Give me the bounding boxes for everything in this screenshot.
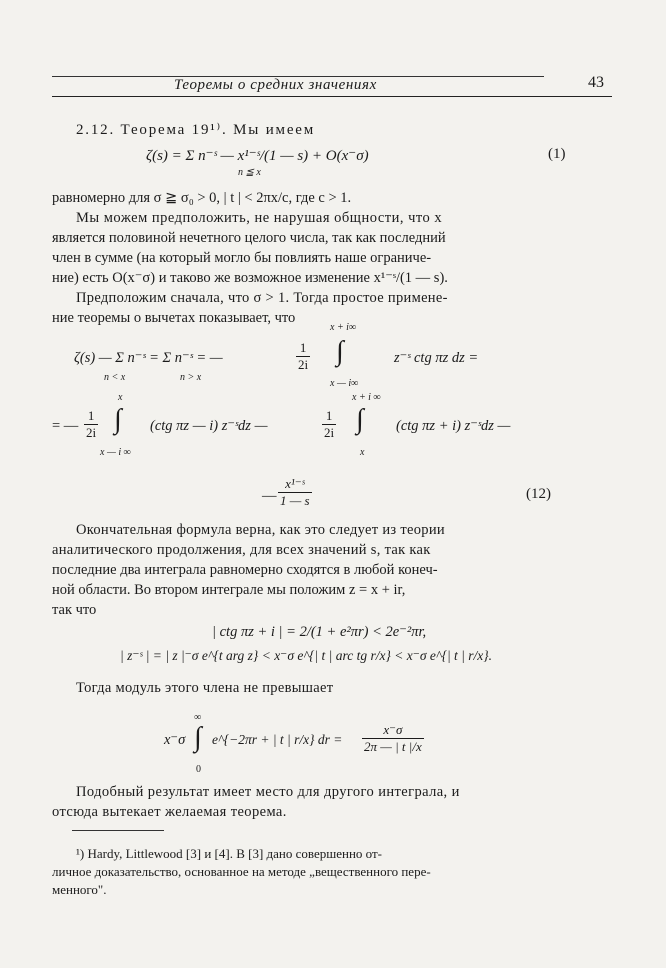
header-rule-bottom <box>52 96 612 97</box>
equation-7-lead: x⁻σ <box>164 732 186 748</box>
fraction-1-over-2i <box>296 340 310 373</box>
integral-upper-limit: x + i∞ <box>330 322 357 333</box>
text-line: член в сумме (на который могло бы повлиять наше ограниче- <box>52 250 432 266</box>
text-line: ние теоремы о вычетах показывает, что <box>52 310 296 326</box>
equation-ctg-bound: | ctg πz + i | = 2/(1 + e²πr) < 2e⁻²πr, <box>212 624 427 640</box>
equation-12-number: (12) <box>526 486 551 502</box>
equation-1: ζ(s) = Σ n⁻ˢ — x¹⁻ˢ/(1 — s) + O(x⁻σ) <box>146 148 369 164</box>
equation-1-number: (1) <box>548 146 566 162</box>
equation-2-lhs: ζ(s) — Σ n⁻ˢ = Σ n⁻ˢ = — <box>74 350 223 366</box>
text-line: так что <box>52 602 97 618</box>
integral-sign: ∫ <box>336 336 344 367</box>
integral-lower-limit: x <box>360 447 365 458</box>
equation-z-bound: | z⁻ˢ | = | z |⁻σ e^{t arg z} < x⁻σ e^{| t | arc tg r/x} < x⁻σ e^{| t | r/x}. <box>120 648 493 663</box>
footnote-rule <box>72 830 164 831</box>
fraction-denominator: 2i <box>324 425 335 440</box>
integral-upper-limit: x <box>118 392 123 403</box>
equation-7-integrand: e^{−2πr + | t | r/x} dr = <box>212 732 343 747</box>
footnote-line: менного". <box>52 882 107 897</box>
equation-1-subscript: n ≦ x <box>238 167 261 178</box>
integral-upper-limit: x + i ∞ <box>352 392 381 403</box>
page-number: 43 <box>588 74 604 91</box>
theorem-heading: 2.12. Теорема 19¹⁾. Мы имеем <box>76 122 316 138</box>
equation-3-lead: = — <box>52 418 79 434</box>
text-line: Предположим сначала, что σ > 1. Тогда простое примене- <box>76 290 448 306</box>
fraction-numerator: 1 <box>296 340 310 357</box>
footnote-line: ¹) Hardy, Littlewood [3] и [4]. В [3] дано совершенно от- <box>76 846 382 861</box>
integral-lower-limit: x — i∞ <box>330 378 359 389</box>
fraction-numerator: 1 <box>84 408 98 425</box>
text-line: аналитического продолжения, для всех значений s, так как <box>52 542 431 558</box>
integral-lower-limit: 0 <box>196 764 201 775</box>
text-line: является половиной нечетного целого числа, так как последний <box>52 230 446 246</box>
equation-12-lead: — <box>262 488 277 504</box>
fraction-numerator: x¹⁻ˢ <box>278 476 312 493</box>
integral-sign: ∫ <box>114 404 122 435</box>
sum-subscript-1: n < x <box>104 372 126 383</box>
fraction-denominator: 2π — | t |/x <box>364 739 422 754</box>
fraction-numerator: 1 <box>322 408 336 425</box>
integral-lower-limit: x — i ∞ <box>100 447 131 458</box>
text-line: Тогда модуль этого члена не превышает <box>76 680 334 696</box>
integral-sign: ∫ <box>194 722 202 753</box>
text-line: Подобный результат имеет место для другого интеграла, и <box>76 784 460 800</box>
text-line: последние два интеграла равномерно сходятся в любой конеч- <box>52 562 438 578</box>
text-line: Мы можем предположить, не нарушая общности, что x <box>76 210 443 226</box>
text-line: равномерно для σ ≧ σ₀ > 0, | t | < 2πx/c, где c > 1. <box>52 190 352 206</box>
integral-sign: ∫ <box>356 404 364 435</box>
sum-subscript-2: n > x <box>180 372 202 383</box>
fraction-denominator: 2i <box>86 425 97 440</box>
integrand: z⁻ˢ ctg πz dz = <box>394 350 479 366</box>
text-line: отсюда вытекает желаемая теорема. <box>52 804 287 820</box>
text-line: Окончательная формула верна, как это следует из теории <box>76 522 445 538</box>
fraction-denominator: 1 — s <box>280 493 310 508</box>
fraction-numerator: x⁻σ <box>362 722 424 739</box>
fraction-equation-7 <box>362 722 424 755</box>
integral-upper-limit: ∞ <box>194 712 202 723</box>
integrand-1: (ctg πz — i) z⁻ˢdz — <box>150 418 268 434</box>
fraction-denominator: 2i <box>298 357 309 372</box>
integrand-2: (ctg πz + i) z⁻ˢdz — <box>396 418 511 434</box>
running-title: Теоремы о средних значениях <box>174 77 377 93</box>
footnote-line: личное доказательство, основанное на методе „вещественного пере- <box>52 864 431 879</box>
text-line: ние) есть O(x⁻σ) и таково же возможное изменение x¹⁻ˢ/(1 — s). <box>52 270 448 286</box>
fraction-1-over-2i <box>84 408 98 441</box>
fraction-x-over-1-minus-s <box>278 476 312 509</box>
running-header <box>52 72 612 96</box>
fraction-1-over-2i <box>322 408 336 441</box>
text-line: ной области. Во втором интеграле мы положим z = x + ir, <box>52 582 406 598</box>
